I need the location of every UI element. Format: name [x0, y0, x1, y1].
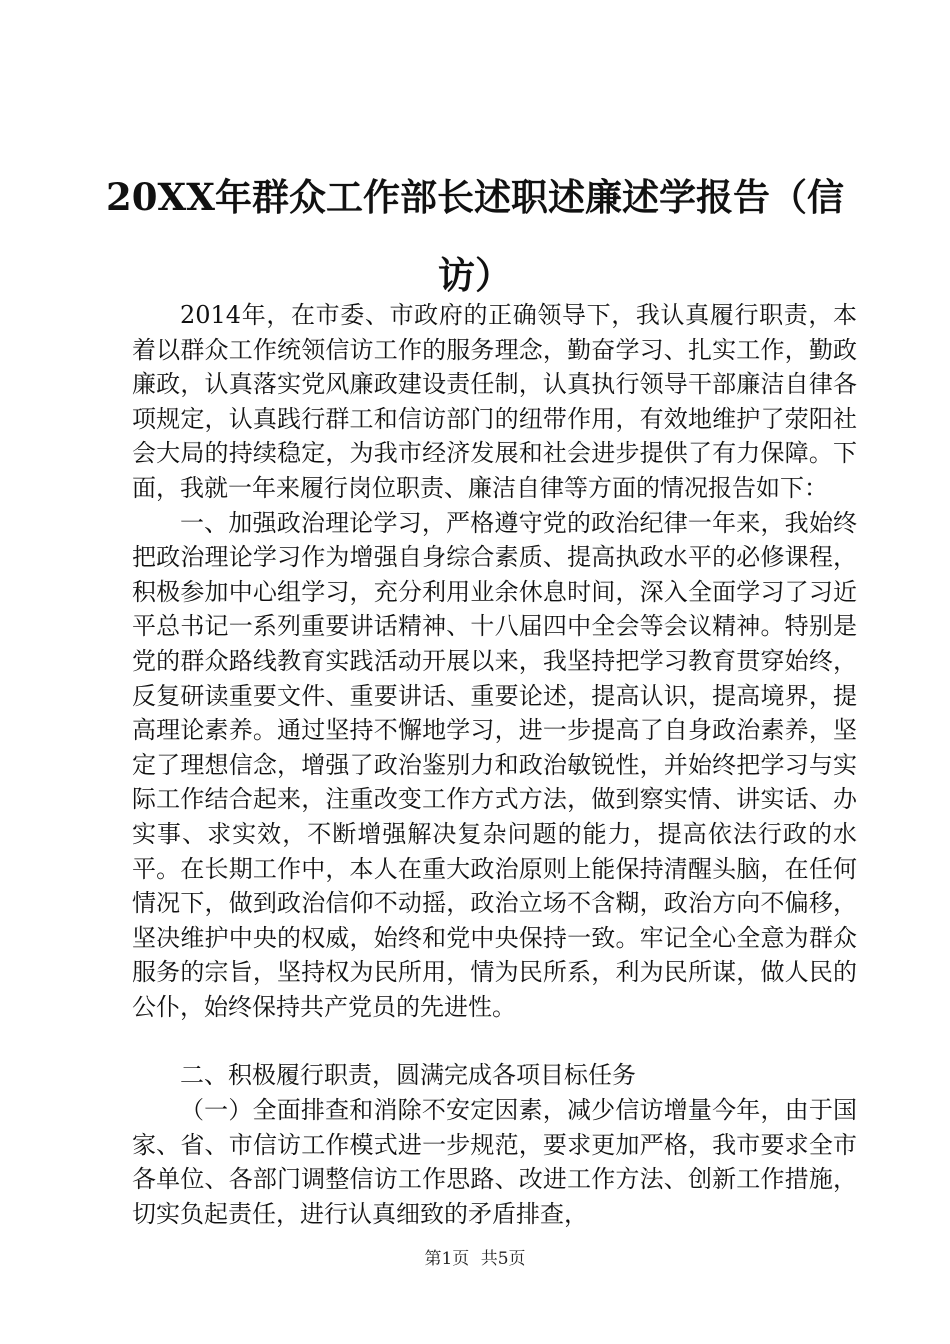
document-title: 20XX年群众工作部长述职述廉述学报告（信访）	[106, 175, 844, 297]
paragraph-subsection-1: （一）全面排查和消除不安定因素，减少信访增量今年，由于国家、省、市信访工作模式进一步规范，要求更加严格，我市要求全市各单位、各部门调整信访工作思路、改进工作方法、创新工作措施，切实负起责任，进行认真细致的矛盾排查，	[132, 1096, 857, 1228]
paragraph-section-1: 一、加强政治理论学习，严格遵守党的政治纪律一年来，我始终把政治理论学习作为增强自身综合素质、提高执政水平的必修课程，积极参加中心组学习，充分利用业余休息时间，深入全面学习了习近平总书记一系列重要讲话精神、十八届四中全会等会议精神。特别是党的群众路线教育实践活动开展以来，我坚持把学习教育贯穿始终，反复研读重要文件、重要讲话、重要论述，提高认识，提高境界，提高理论素养。通过坚持不懈地学习，进一步提高了自身政治素养，坚定了理想信念，增强了政治鉴别力和政治敏锐性，并始终把学习与实际工作结合起来，注重改变工作方式方法，做到察实情、讲实话、办实事、求实效，不断增强解决复杂问题的能力，提高依法行政的水平。在长期工作中，本人在重大政治原则上能保持清醒头脑，在任何情况下，做到政治信仰不动摇，政治立场不含糊，政治方向不偏移，坚决维护中央的权威，始终和党中央保持一致。牢记全心全意为群众服务的宗旨，坚持权为民所用，情为民所系，利为民所谋，做人民的公仆，始终保持共产党员的先进性。	[132, 508, 857, 1021]
page-total: 共5页	[480, 1249, 526, 1269]
paragraph-intro: 2014年，在市委、市政府的正确领导下，我认真履行职责，本着以群众工作统领信访工作的服务理念，勤奋学习、扎实工作，勤政廉政，认真落实党风廉政建设责任制，认真执行领导干部廉洁自律各项规定，认真践行群工和信访部门的纽带作用，有效地维护了荥阳社会大局的持续稳定，为我市经济发展和社会进步提供了有力保障。下面，我就一年来履行岗位职责、廉洁自律等方面的情况报告如下：	[132, 301, 857, 502]
section-heading-2: 二、积极履行职责，圆满完成各项目标任务	[180, 1061, 636, 1090]
page-number: 第1页	[424, 1249, 470, 1269]
page-footer	[0, 1244, 950, 1269]
document-body	[132, 298, 857, 1231]
